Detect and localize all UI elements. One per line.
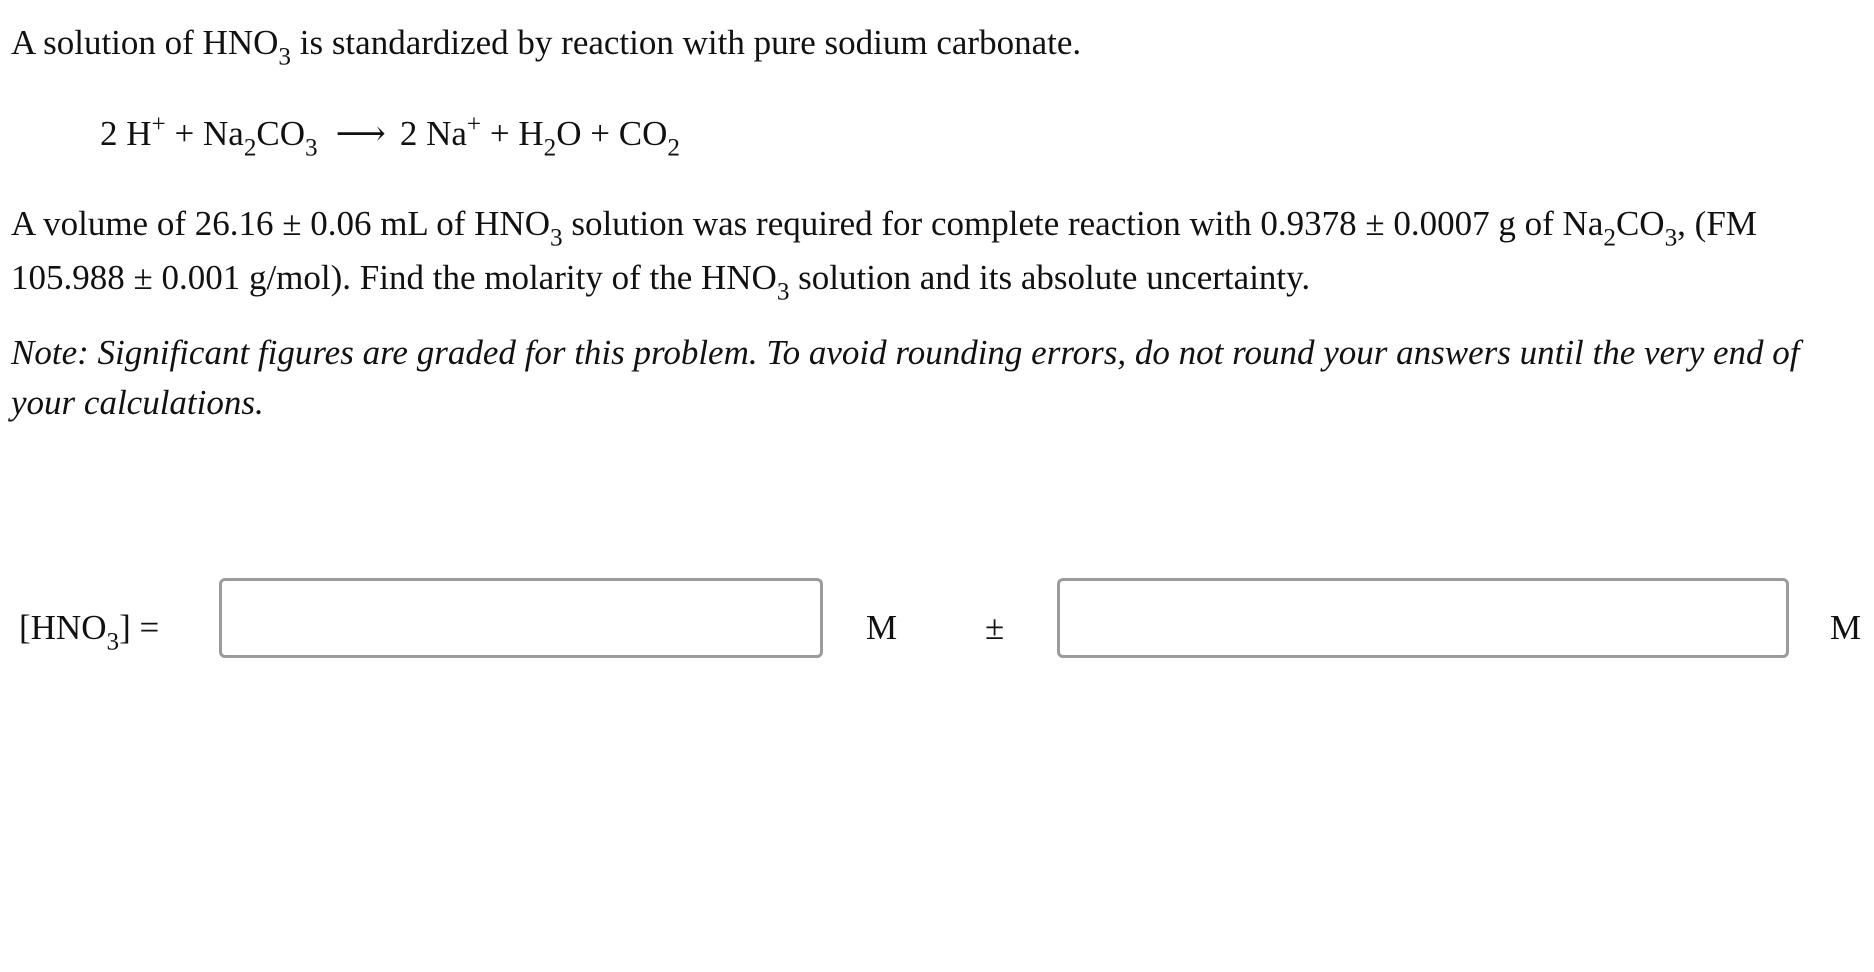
- eq-co2-sub: 2: [667, 134, 680, 162]
- data2-hno3-sub: 3: [776, 278, 790, 306]
- label-text-a: [HNO: [19, 608, 107, 647]
- problem-intro: [11, 23, 1082, 71]
- eq-co-sub: 3: [305, 134, 318, 162]
- problem-data-line2: [11, 258, 1311, 306]
- data-co3-sub: 3: [1664, 224, 1678, 252]
- eq-term-h: 2 H: [100, 114, 152, 153]
- uncertainty-input[interactable]: [1057, 578, 1789, 658]
- note-line-1: Note: Significant figures are graded for this problem. To avoid rounding errors, do not round your answers until the very end of: [11, 333, 1800, 372]
- eq-term-h2: + H: [481, 114, 544, 153]
- molarity-label: [19, 608, 160, 656]
- eq-h2-sub: 2: [543, 134, 557, 162]
- eq-term-o-co: O + CO: [556, 114, 668, 153]
- data2-text-b: solution and its absolute uncertainty.: [789, 258, 1311, 297]
- data2-text-a: 105.988 ± 0.001 g/mol). Find the molarity of the HNO: [11, 258, 777, 297]
- data-na2-sub: 2: [1603, 224, 1616, 252]
- intro-subscript: 3: [278, 43, 291, 71]
- plus-minus-sign: ±: [985, 608, 1005, 647]
- data-hno3-sub: 3: [549, 224, 563, 252]
- molarity-unit: M: [866, 608, 898, 647]
- eq-term-na-ion: 2 Na: [399, 114, 467, 153]
- eq-term-na: + Na: [165, 114, 244, 153]
- data-text-d: , (FM: [1677, 204, 1757, 243]
- reaction-equation: [100, 110, 680, 162]
- note-line-2: your calculations.: [11, 383, 264, 422]
- eq-na-charge: +: [466, 110, 482, 138]
- data-text-c: CO: [1615, 204, 1665, 243]
- label-subscript: 3: [106, 628, 120, 656]
- intro-text-a: A solution of HNO: [11, 23, 279, 62]
- molarity-input[interactable]: [219, 578, 823, 658]
- data-text-a: A volume of 26.16 ± 0.06 mL of HNO: [11, 204, 550, 243]
- reaction-arrow-icon: ⟶: [335, 114, 386, 153]
- problem-data-line1: [11, 204, 1757, 252]
- intro-text-b: is standardized by reaction with pure sodium carbonate.: [290, 23, 1082, 62]
- label-text-b: ] =: [119, 608, 160, 647]
- eq-h-charge: +: [151, 110, 166, 138]
- eq-term-co: CO: [256, 114, 306, 153]
- data-text-b: solution was required for complete reaction with 0.9378 ± 0.0007 g of Na: [562, 204, 1604, 243]
- eq-na-sub: 2: [243, 134, 257, 162]
- uncertainty-unit: M: [1830, 608, 1862, 647]
